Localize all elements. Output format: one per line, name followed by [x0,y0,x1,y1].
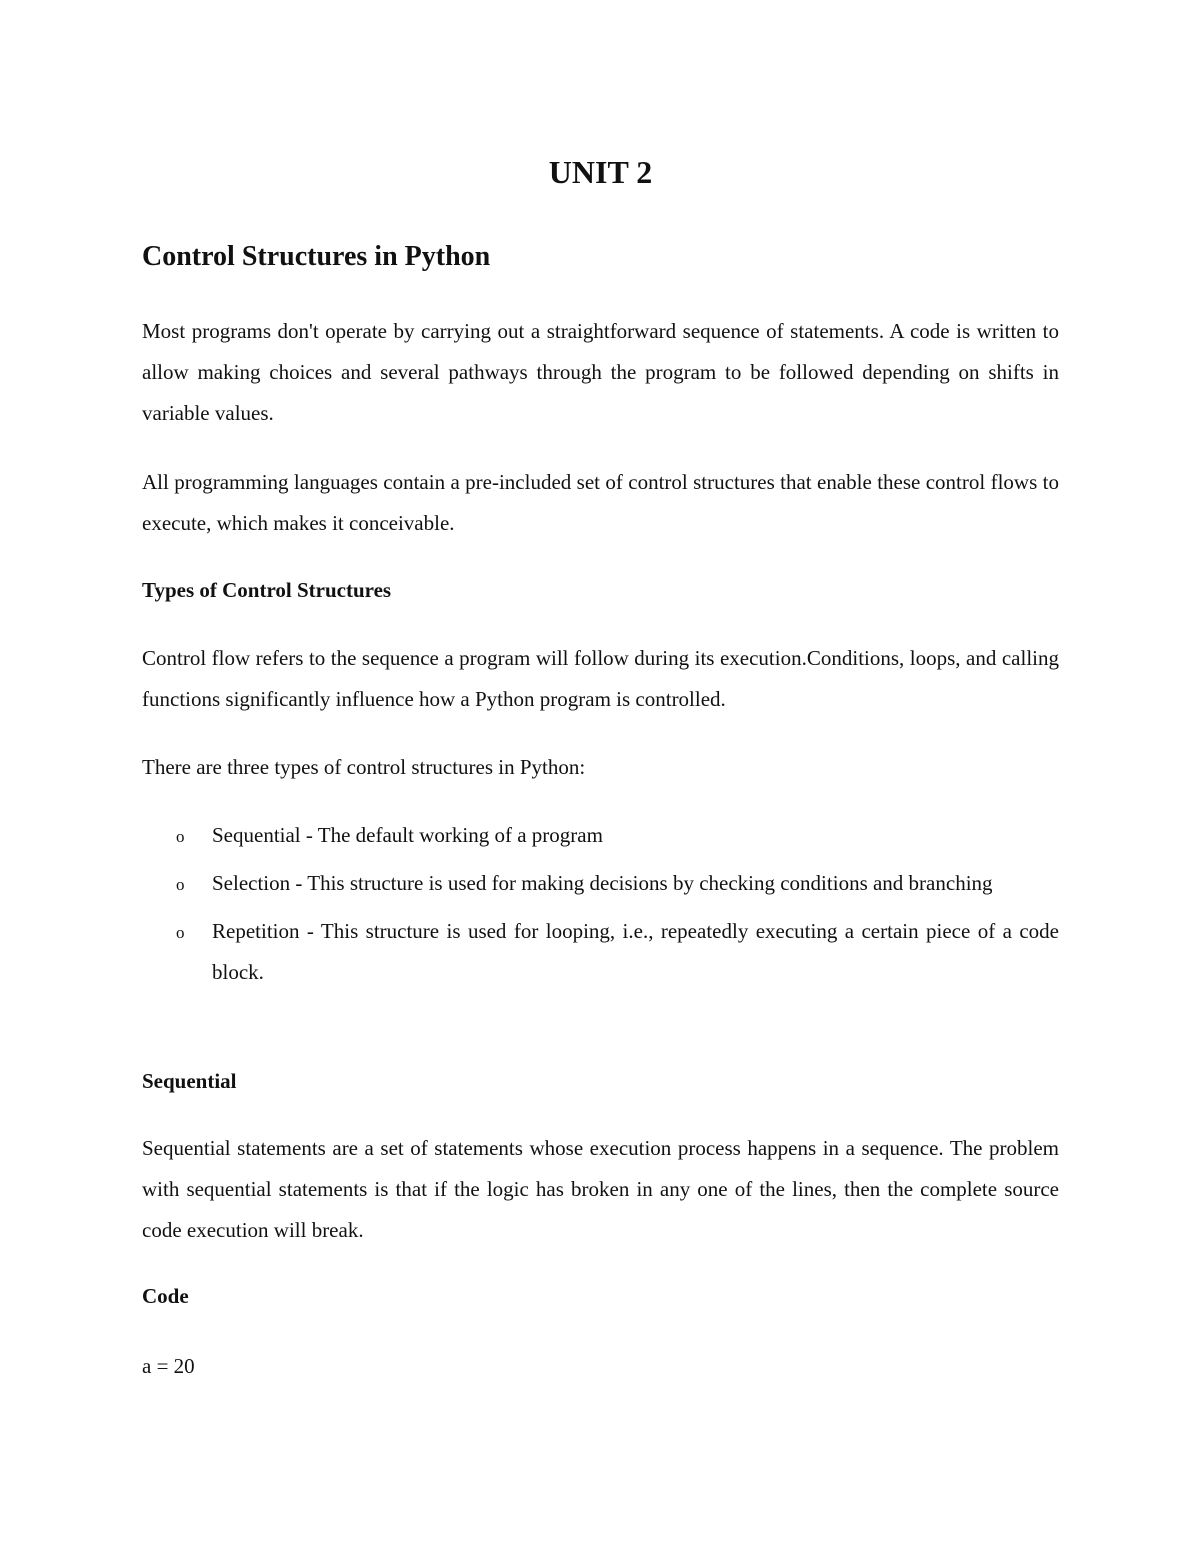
sequential-paragraph: Sequential statements are a set of statements whose execution process happens in a sequence. The problem with sequential statements is that if the logic has broken in any one of the lines, then the complete source code execution will break. [142,1136,1059,1242]
section-title: Control Structures in Python [142,241,491,272]
unit-title: UNIT 2 [548,154,653,190]
bullet-marker-icon: o [176,875,185,894]
control-structure-types-list [142,815,1059,1000]
bullet-marker-icon: o [176,923,185,942]
intro-paragraph-1: Most programs don't operate by carrying out a straightforward sequence of statements. A code is written to allow making choices and several pathways through the program to be followed depending on shifts in variable values. [142,319,1059,425]
list-item-text: Sequential - The default working of a program [212,823,603,847]
code-line: a = 20 [142,1354,195,1378]
list-item-text: Selection - This structure is used for making decisions by checking conditions and branching [212,871,993,895]
intro-paragraph-2: All programming languages contain a pre-included set of control structures that enable these control flows to execute, which makes it conceivable. [142,470,1059,535]
subheading-code: Code [142,1284,189,1308]
subheading-types: Types of Control Structures [142,578,392,602]
subheading-sequential: Sequential [142,1069,237,1093]
types-paragraph-2: There are three types of control structures in Python: [142,755,586,779]
list-item-text: Repetition - This structure is used for looping, i.e., repeatedly executing a certain piece of a code block. [212,919,1059,984]
bullet-marker-icon: o [176,827,185,846]
types-paragraph-1: Control flow refers to the sequence a program will follow during its execution.Conditions, loops, and calling functions significantly influence how a Python program is controlled. [142,646,1059,711]
list-item [142,815,1059,856]
list-item [142,911,1059,993]
list-item [142,863,1059,904]
